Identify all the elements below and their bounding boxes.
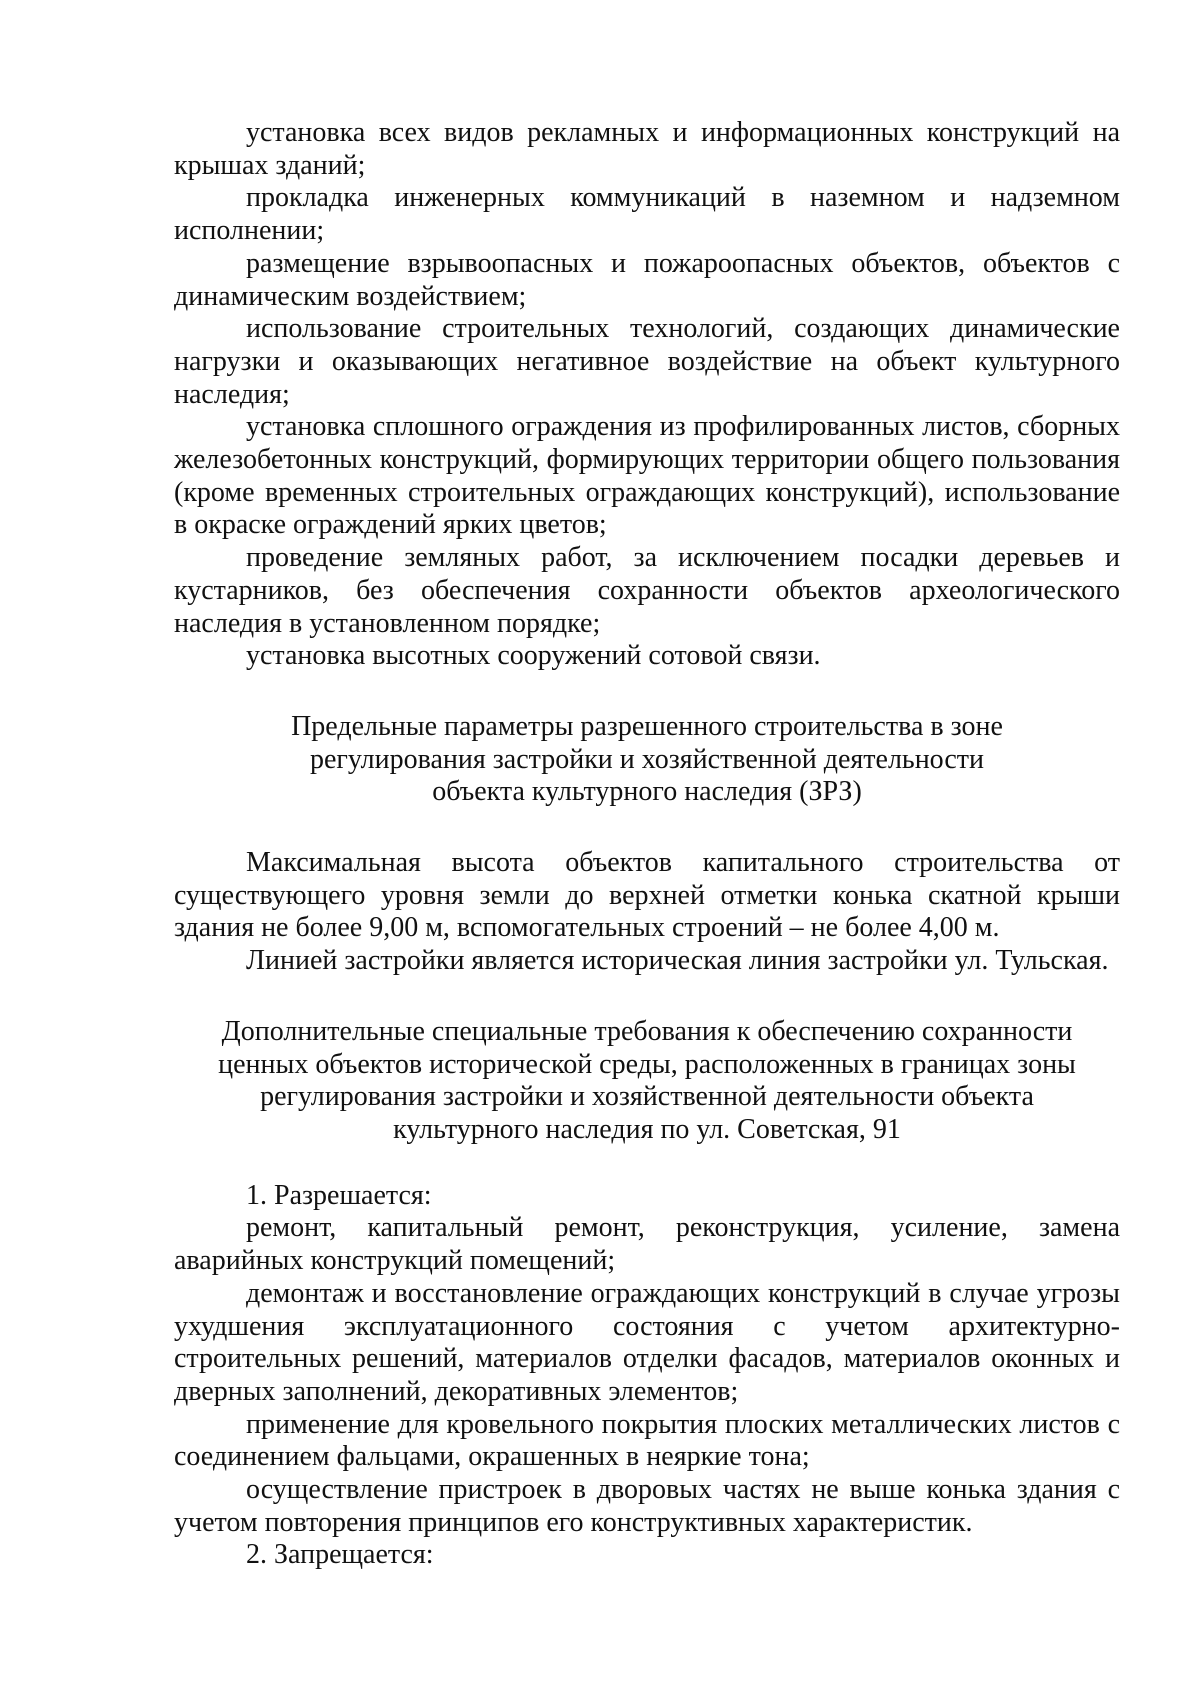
list-item: проведение земляных работ, за исключением посадки деревьев и кустарников, без обеспечения сохранности объектов археологического наследия в установленном порядке; bbox=[174, 542, 1120, 639]
heading-line: Дополнительные специальные требования к обеспечению сохранности bbox=[221, 1015, 1073, 1047]
list-item: использование строительных технологий, создающих динамические нагрузки и оказывающих негативное воздействие на объект культурного наследия; bbox=[174, 313, 1120, 410]
heading-line: объекта культурного наследия (ЗРЗ) bbox=[432, 776, 862, 808]
list-item: размещение взрывоопасных и пожароопасных объектов, объектов с динамическим воздействием; bbox=[174, 247, 1120, 312]
heading-line: культурного наследия по ул. Советская, 91 bbox=[393, 1113, 901, 1145]
allowed-title: 1. Разрешается: bbox=[246, 1179, 432, 1211]
list-item: осуществление пристроек в дворовых частях не выше конька здания с учетом повторения принципов его конструктивных характеристик. bbox=[174, 1474, 1120, 1538]
list-item: установка всех видов рекламных и информационных конструкций на крышах зданий; bbox=[174, 117, 1120, 181]
section-heading-requirements bbox=[174, 1016, 1120, 1147]
list-item: ремонт, капитальный ремонт, реконструкция, усиление, замена аварийных конструкций помещений; bbox=[174, 1212, 1120, 1277]
list-item: демонтаж и восстановление ограждающих конструкций в случае угрозы ухудшения эксплуатационного состояния с учетом архитектурно-строительных решений, материалов отделки фасадов, материалов оконных и дверных заполнений, декоративных элементов; bbox=[174, 1277, 1120, 1407]
list-item: применение для кровельного покрытия плоских металлических листов с соединением фальцами, окрашенных в неяркие тона; bbox=[174, 1408, 1120, 1473]
section-heading-zrz bbox=[174, 711, 1120, 809]
list-item: прокладка инженерных коммуникаций в наземном и надземном исполнении; bbox=[174, 182, 1120, 247]
list-item: установка высотных сооружений сотовой связи. bbox=[246, 640, 821, 672]
heading-line: Предельные параметры разрешенного строительства в зоне bbox=[291, 710, 1003, 742]
forbidden-title: 2. Запрещается: bbox=[246, 1539, 434, 1571]
heading-line: регулирования застройки и хозяйственной деятельности bbox=[309, 743, 985, 775]
list-item: установка сплошного ограждения из профилированных листов, сборных железобетонных конструкций, формирующих территории общего пользования (кроме временных строительных ограждающих конструкций), использование в окраске ограждений ярких цветов; bbox=[174, 411, 1120, 541]
heading-line: ценных объектов исторической среды, расположенных в границах зоны bbox=[218, 1048, 1076, 1080]
document-page bbox=[174, 117, 1120, 1572]
param-paragraph: Линией застройки является историческая линия застройки ул. Тульская. bbox=[246, 945, 1109, 977]
heading-line: регулирования застройки и хозяйственной деятельности объекта bbox=[260, 1081, 1034, 1113]
param-paragraph: Максимальная высота объектов капитального строительства от существующего уровня земли до верхней отметки конька скатной крыши здания не более 9,00 м, вспомогательных строений – не более 4,00 м. bbox=[174, 847, 1120, 944]
